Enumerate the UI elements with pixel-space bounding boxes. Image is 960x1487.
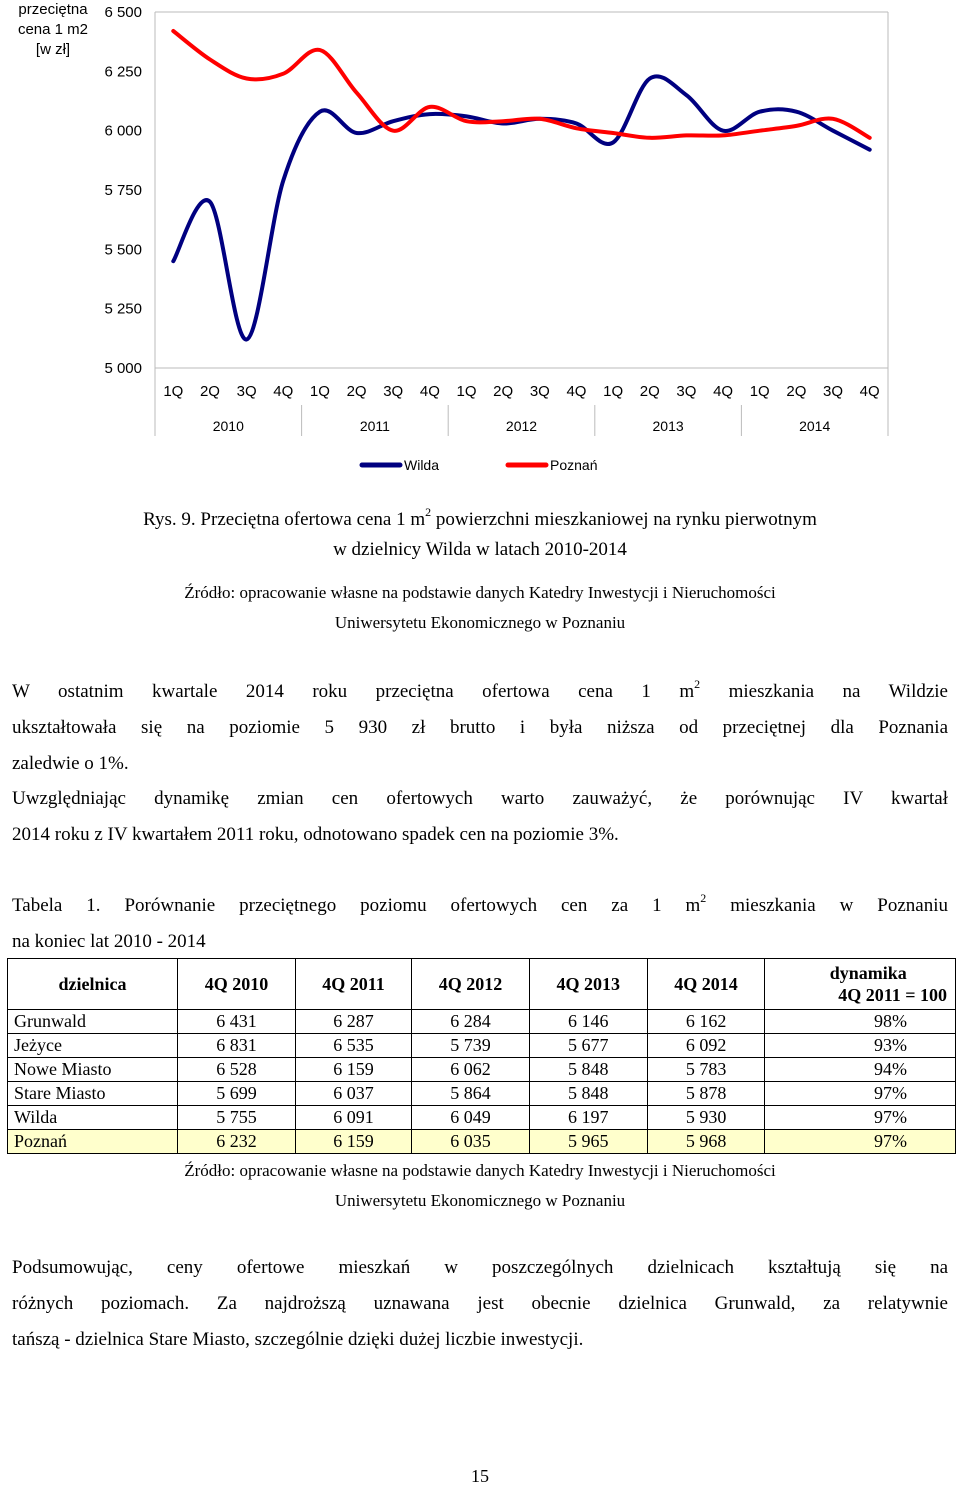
cell-price: 6 146 — [529, 1010, 647, 1034]
x-tick-label: 3Q — [383, 383, 404, 400]
x-tick-label: 4Q — [273, 383, 294, 400]
figure-caption — [12, 506, 948, 564]
cell-price: 6 431 — [178, 1010, 296, 1034]
paragraph-1 — [12, 674, 948, 782]
cell-price: 6 037 — [295, 1082, 411, 1106]
y-tick-label: 5 500 — [104, 241, 142, 259]
series-line-wilda — [173, 76, 869, 339]
year-label: 2010 — [212, 418, 244, 434]
cell-price: 5 968 — [647, 1130, 765, 1154]
x-tick-label: 3Q — [676, 383, 697, 400]
header-4q-2011: 4Q 2011 — [295, 959, 411, 1010]
cell-district: Wilda — [8, 1106, 178, 1130]
y-axis-title-line: cena 1 m2 — [17, 21, 89, 38]
year-label: 2014 — [799, 418, 831, 434]
table-source — [12, 1157, 948, 1215]
y-tick-label: 6 500 — [104, 4, 142, 21]
cell-dynamics: 98% — [765, 1010, 956, 1034]
header-4q-2014: 4Q 2014 — [647, 959, 765, 1010]
table-source-line-2: Uniwersytetu Ekonomicznego w Poznaniu — [334, 1191, 626, 1210]
cell-district: Grunwald — [8, 1010, 178, 1034]
cell-price: 6 092 — [647, 1034, 765, 1058]
header-dynamics-line-1: dynamika — [829, 963, 907, 983]
x-tick-label: 1Q — [749, 383, 770, 400]
summary-line-2: różnych poziomach. Za najdroższą uznawana jest obecnie dzielnica Grunwald, za relatywnie — [12, 1293, 948, 1314]
year-label: 2011 — [359, 418, 390, 434]
cell-price: 5 677 — [529, 1034, 647, 1058]
cell-price: 5 878 — [647, 1082, 765, 1106]
paragraph-1-line-2: ukształtowała się na poziomie 5 930 zł brutto i była niższa od przeciętnej dla Poznania — [12, 717, 948, 738]
cell-price: 6 035 — [412, 1130, 530, 1154]
cell-price: 6 287 — [295, 1010, 411, 1034]
figure-source-line-2: Uniwersytetu Ekonomicznego w Poznaniu — [334, 613, 626, 632]
x-tick-label: 2Q — [346, 383, 367, 400]
x-tick-label: 3Q — [823, 383, 844, 400]
figure-source — [12, 579, 948, 637]
chart-svg — [0, 0, 960, 490]
cell-price: 6 162 — [647, 1010, 765, 1034]
cell-price: 5 848 — [529, 1082, 647, 1106]
cell-price: 6 049 — [412, 1106, 530, 1130]
table-caption — [12, 888, 948, 960]
header-4q-2012: 4Q 2012 — [412, 959, 530, 1010]
header-4q-2013: 4Q 2013 — [529, 959, 647, 1010]
year-label: 2012 — [505, 418, 538, 434]
cell-price: 6 535 — [295, 1034, 411, 1058]
summary-line-3: tańszą - dzielnica Stare Miasto, szczególnie dzięki dużej liczbie inwestycji. — [12, 1329, 584, 1350]
table-row — [8, 1106, 956, 1130]
figure-source-line-1: Źródło: opracowanie własne na podstawie danych Katedry Inwestycji i Nieruchomości — [184, 583, 776, 602]
cell-district: Jeżyce — [8, 1034, 178, 1058]
page-number: 15 — [471, 1466, 489, 1486]
header-4q-2010: 4Q 2010 — [178, 959, 296, 1010]
x-tick-label: 1Q — [309, 383, 330, 400]
cell-dynamics: 97% — [765, 1082, 956, 1106]
x-tick-label: 2Q — [493, 383, 514, 400]
summary-line-1: Podsumowując, ceny ofertowe mieszkań w poszczególnych dzielnicach kształtują się na — [12, 1257, 948, 1278]
cell-price: 6 159 — [295, 1130, 411, 1154]
y-tick-label: 6 000 — [104, 122, 142, 140]
table-row — [8, 1130, 956, 1154]
x-tick-label: 2Q — [199, 383, 220, 400]
table-source-line-1: Źródło: opracowanie własne na podstawie danych Katedry Inwestycji i Nieruchomości — [184, 1161, 776, 1180]
price-table — [7, 958, 956, 1154]
figure-caption-line-1: Rys. 9. Przeciętna ofertowa cena 1 $m^2$ powierzchni mieszkaniowej na rynku pierwotnym — [143, 504, 817, 530]
cell-price: 6 284 — [412, 1010, 530, 1034]
cell-district: Stare Miasto — [8, 1082, 178, 1106]
cell-price: 5 965 — [529, 1130, 647, 1154]
y-tick-label: 5 250 — [104, 300, 142, 318]
legend-label-pozna: Poznań — [550, 457, 598, 473]
cell-price: 5 864 — [412, 1082, 530, 1106]
x-tick-label: 2Q — [786, 383, 807, 400]
cell-price: 6 528 — [178, 1058, 296, 1082]
cell-price: 5 783 — [647, 1058, 765, 1082]
summary-paragraph — [12, 1250, 948, 1358]
x-tick-label: 4Q — [713, 383, 734, 400]
x-tick-label: 3Q — [236, 383, 257, 400]
cell-price: 5 699 — [178, 1082, 296, 1106]
header-dynamics-line-2: 4Q 2011 = 100 — [838, 985, 947, 1005]
x-tick-label: 4Q — [859, 383, 880, 400]
x-tick-label: 1Q — [456, 383, 477, 400]
cell-price: 6 091 — [295, 1106, 411, 1130]
paragraph-2-line-2: 2014 roku z IV kwartałem 2011 roku, odnotowano spadek cen na poziomie 3%. — [12, 824, 619, 845]
x-tick-label: 4Q — [419, 383, 440, 400]
cell-price: 6 062 — [412, 1058, 530, 1082]
cell-price: 5 848 — [529, 1058, 647, 1082]
header-district: dzielnica — [8, 959, 178, 1010]
y-axis-title-line: przeciętna — [18, 1, 88, 18]
cell-price: 5 930 — [647, 1106, 765, 1130]
cell-price: 6 159 — [295, 1058, 411, 1082]
table-row — [8, 1034, 956, 1058]
cell-dynamics: 97% — [765, 1130, 956, 1154]
cell-dynamics: 97% — [765, 1106, 956, 1130]
cell-dynamics: 93% — [765, 1034, 956, 1058]
price-chart — [0, 0, 960, 490]
cell-price: 6 831 — [178, 1034, 296, 1058]
y-tick-label: 5 750 — [104, 182, 142, 199]
y-tick-label: 6 250 — [104, 63, 142, 81]
table-caption-line-1: Tabela 1. Porównanie przeciętnego poziomu ofertowych cen za 1 $m^2$ mieszkania w Poznaniu — [12, 890, 948, 916]
table-header-row — [8, 959, 956, 1010]
cell-price: 6 232 — [178, 1130, 296, 1154]
x-tick-label: 3Q — [529, 383, 550, 400]
x-tick-label: 1Q — [603, 383, 624, 400]
cell-district: Nowe Miasto — [8, 1058, 178, 1082]
header-dynamics — [765, 959, 956, 1010]
figure-caption-line-2: w dzielnicy Wilda w latach 2010-2014 — [333, 539, 627, 560]
x-tick-label: 4Q — [566, 383, 587, 400]
table-caption-line-2: na koniec lat 2010 - 2014 — [12, 931, 206, 952]
cell-district: Poznań — [8, 1130, 178, 1154]
paragraph-2 — [12, 781, 948, 853]
x-tick-label: 1Q — [163, 383, 184, 400]
cell-dynamics: 94% — [765, 1058, 956, 1082]
paragraph-1-line-3: zaledwie o 1%. — [12, 753, 129, 774]
year-label: 2013 — [652, 418, 684, 434]
cell-price: 6 197 — [529, 1106, 647, 1130]
table-row — [8, 1082, 956, 1106]
y-axis-title-line: [w zł] — [35, 41, 71, 58]
paragraph-2-line-1: Uwzględniając dynamikę zmian cen ofertowych warto zauważyć, że porównując IV kwartał — [12, 788, 948, 809]
y-tick-label: 5 000 — [104, 360, 142, 377]
x-tick-label: 2Q — [639, 383, 660, 400]
cell-price: 5 755 — [178, 1106, 296, 1130]
legend-label-wilda: Wilda — [404, 457, 440, 473]
cell-price: 5 739 — [412, 1034, 530, 1058]
table-row — [8, 1010, 956, 1034]
paragraph-1-line-1: W ostatnim kwartale 2014 roku przeciętna ofertowa cena 1 $m^2$ mieszkania na Wildzie — [12, 676, 948, 702]
table-row — [8, 1058, 956, 1082]
